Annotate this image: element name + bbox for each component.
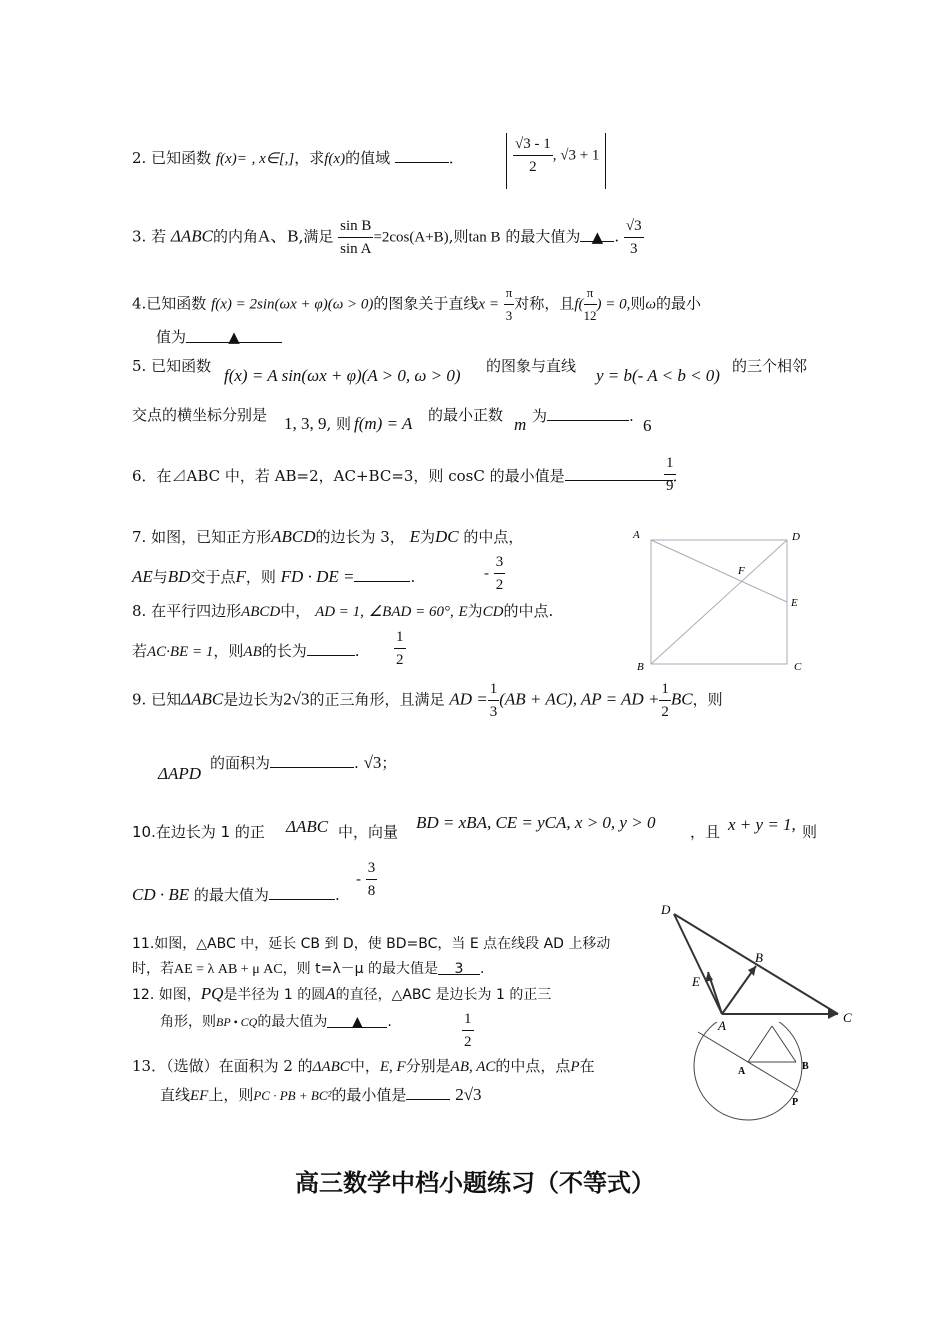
q2-fx2: f(x) bbox=[324, 151, 346, 167]
q10-tail-text: 则 bbox=[802, 823, 818, 841]
q2-fx: f(x)= bbox=[215, 151, 247, 167]
q8-answer-frac bbox=[394, 626, 406, 671]
q7-label-c: C bbox=[794, 661, 802, 673]
q3-mid: 的内角 bbox=[212, 227, 258, 246]
q8-bad: ∠BAD = 60°, bbox=[368, 604, 454, 620]
q7-text-b: 的边长为 3， bbox=[315, 528, 405, 546]
q7-text-d: 的中点， bbox=[463, 528, 524, 546]
q7-line1 bbox=[132, 527, 523, 547]
q6-dot: ． bbox=[672, 467, 688, 485]
q5-tail-text: 的三个相邻 bbox=[732, 357, 808, 375]
q12-triangle-mark: ▲ bbox=[351, 1014, 363, 1030]
q11-text: 11.如图，△ABC 中，延长 CB 到 D，使 BD=BC，当 E 点在线段 AD 上移动 bbox=[132, 936, 611, 952]
q4-omega: ω bbox=[645, 296, 656, 313]
q9-frac2-den: 2 bbox=[661, 704, 669, 720]
q13-text-e: 在 bbox=[579, 1057, 595, 1075]
q2-domain: , x∈[,] bbox=[251, 151, 295, 167]
q13-text-c: 分别是 bbox=[405, 1057, 451, 1075]
q12-answer-blank[interactable] bbox=[327, 1012, 387, 1028]
q5-dot: . bbox=[629, 407, 634, 425]
section-title: 高三数学中档小题练习（不等式） bbox=[295, 1169, 655, 1197]
q8-answer-blank[interactable] bbox=[307, 640, 355, 656]
q12-figure bbox=[688, 1022, 820, 1122]
q10-tri bbox=[286, 817, 328, 837]
q5-answer-value: 6 bbox=[643, 416, 652, 435]
q5-answer bbox=[643, 416, 652, 436]
q9-tail: ，则 bbox=[692, 690, 723, 709]
q3-line bbox=[132, 215, 644, 261]
q10-mid2-text: ，且 bbox=[690, 823, 721, 841]
q9-frac1 bbox=[488, 678, 500, 723]
q8-tail2: 的中点. bbox=[503, 602, 554, 620]
q7-text-f: 交于点 bbox=[190, 568, 236, 586]
q11-label-d: D bbox=[661, 902, 671, 917]
q7-dot: . bbox=[410, 568, 416, 586]
q10-mid2 bbox=[690, 822, 720, 842]
q11-line1 bbox=[132, 934, 610, 954]
q5-mid-text: 的图象与直线 bbox=[486, 357, 577, 375]
q11-label-c: C bbox=[843, 1010, 852, 1025]
q3-frac bbox=[338, 215, 373, 260]
q6-line bbox=[132, 465, 688, 486]
q10-answer-blank[interactable] bbox=[269, 884, 335, 900]
q4-fx: f(x) = 2sin(ωx + φ)(ω > 0) bbox=[211, 296, 374, 313]
q8-answer bbox=[394, 626, 406, 671]
q13-text-b: 中， bbox=[349, 1057, 380, 1075]
q9-frac1-num: 1 bbox=[488, 678, 500, 701]
q4-sym: 对称，且 bbox=[514, 294, 575, 313]
q10-vec bbox=[416, 813, 655, 833]
q9-answer: √3 bbox=[363, 753, 382, 772]
q7-square-figure bbox=[625, 526, 815, 678]
q5-fx-expr: f(x) = A sin(ωx + φ)(A > 0, ω > 0) bbox=[224, 366, 461, 385]
q5-line2 bbox=[132, 405, 267, 425]
q9-mid: 是边长为 bbox=[223, 690, 284, 709]
q13-ask: 的最小值是 bbox=[331, 1086, 407, 1104]
q10-dot: . bbox=[334, 886, 340, 904]
q8-abcd: ABCD bbox=[241, 604, 281, 620]
q9-apd bbox=[158, 764, 201, 784]
q4-label: 4.已知函数 bbox=[132, 294, 207, 313]
q7-line-ae bbox=[651, 540, 787, 602]
q12-label: 12. 如图， bbox=[132, 987, 201, 1003]
q4-f2end: ) = 0, bbox=[596, 296, 631, 313]
q4-line1 bbox=[132, 282, 701, 322]
q13-line2 bbox=[160, 1084, 482, 1106]
q9-frac1-den: 3 bbox=[489, 704, 498, 720]
q12-text-c: 的直径，△ABC 是边长为 1 的正三 bbox=[335, 987, 552, 1003]
q3-answer-blank[interactable] bbox=[580, 226, 614, 246]
q7-answer bbox=[484, 551, 505, 596]
q3-dot: . bbox=[614, 227, 620, 246]
q9-mid2: 的正三角形，且满足 bbox=[309, 690, 445, 709]
q12-line2 bbox=[160, 1012, 392, 1032]
q7-dot-expr: FD · DE = bbox=[280, 567, 355, 586]
q10-tail bbox=[802, 822, 817, 842]
q13-label: 13．（选做）在面积为 2 的 bbox=[132, 1057, 313, 1075]
q7-bd: BD bbox=[167, 567, 191, 586]
q7-label-d: D bbox=[792, 531, 800, 543]
q3-tan: tan B bbox=[468, 229, 501, 246]
q4-ask: 则 bbox=[630, 294, 646, 313]
q5-label: 5. 已知函数 bbox=[132, 357, 212, 375]
q5-m-var: m bbox=[514, 415, 527, 434]
q7-answer-blank[interactable] bbox=[354, 566, 410, 582]
q5-mid bbox=[486, 356, 576, 376]
q11-answer: 3 bbox=[454, 961, 464, 977]
q3-answer-num: √3 bbox=[624, 215, 644, 238]
q3-answer bbox=[624, 215, 644, 260]
q13-abac: AB, AC bbox=[450, 1059, 496, 1075]
q11-label-e: E bbox=[692, 974, 700, 989]
q7-label-f: F bbox=[738, 565, 745, 577]
q8-ab: AB bbox=[243, 644, 262, 660]
q10-answer-den: 8 bbox=[367, 883, 376, 899]
q11-line-ab bbox=[722, 966, 756, 1014]
q3-cond: ,满足 bbox=[298, 227, 334, 246]
q10-triangle: ΔABC bbox=[286, 817, 329, 836]
q6-text: 6．在⊿ABC 中，若 AB=2，AC+BC=3，则 cosC 的最小值是 bbox=[132, 467, 565, 485]
q3-then: ,则 bbox=[448, 227, 469, 246]
q12-pq: PQ bbox=[200, 984, 224, 1003]
q6-answer-blank[interactable] bbox=[565, 465, 673, 481]
q5-m bbox=[514, 415, 526, 435]
q11-dot: . bbox=[479, 961, 485, 977]
q7-text-g: ，则 bbox=[245, 568, 276, 586]
q12-a: A bbox=[325, 984, 336, 1003]
q3-answer-den: 3 bbox=[630, 241, 638, 257]
q7-label-b: B bbox=[637, 661, 644, 673]
q3-rhs: =2cos(A+B) bbox=[373, 229, 449, 246]
q7-answer-den: 2 bbox=[495, 577, 504, 593]
q12-text-b: 是半径为 1 的圆 bbox=[223, 987, 326, 1003]
q2-dot: ． bbox=[448, 149, 464, 167]
q5-fx bbox=[224, 366, 461, 386]
q12-ask: 的最大值为 bbox=[257, 1014, 328, 1030]
q9-ad: AD = bbox=[449, 689, 488, 709]
q11-line2 bbox=[132, 959, 484, 980]
q5-yeq bbox=[596, 366, 720, 386]
q5-tail bbox=[732, 356, 807, 376]
q7-dc: DC bbox=[434, 527, 459, 546]
q4-line2-text: 值为 bbox=[156, 328, 187, 346]
q7-f: F bbox=[235, 567, 246, 586]
q9-triangle: ΔABC bbox=[181, 689, 224, 709]
q12-answer-frac bbox=[462, 1008, 474, 1053]
q8-mid: 中， bbox=[280, 602, 311, 620]
q12-answer bbox=[462, 1008, 474, 1053]
q10-mid bbox=[338, 822, 398, 842]
q13-ef: E, F bbox=[379, 1059, 406, 1075]
q2-answer-frac bbox=[513, 133, 553, 178]
q8-then: ，则 bbox=[213, 642, 244, 660]
q8-label: 8. 在平行四边形 bbox=[132, 602, 242, 620]
q8-cd: CD bbox=[482, 604, 504, 620]
q13-p: P bbox=[570, 1059, 580, 1075]
q6-answer-frac bbox=[664, 452, 676, 497]
q3-angles: A、B bbox=[257, 226, 299, 246]
q3-triangle-mark: ▲ bbox=[591, 227, 604, 246]
q10-cond bbox=[728, 815, 796, 835]
q5-line1 bbox=[132, 356, 211, 376]
q7-label-e: E bbox=[791, 597, 798, 609]
q13-answer-blank[interactable] bbox=[406, 1084, 450, 1100]
q11-expr: AE = λ AB + μ AC bbox=[174, 962, 283, 977]
q13-text-g: 上，则 bbox=[208, 1086, 254, 1104]
q3-ask: 的最大值为 bbox=[505, 227, 581, 246]
q10-line1 bbox=[132, 822, 265, 842]
q4-triangle-mark: ▲ bbox=[228, 328, 240, 346]
q13-triangle: ΔABC bbox=[312, 1059, 350, 1075]
q4-pi2-num: π bbox=[584, 282, 597, 305]
q9-ad2: (AB + AC), AP = AD + bbox=[499, 689, 660, 709]
q2-answer-blank[interactable] bbox=[395, 147, 449, 163]
q10-answer-num: 3 bbox=[366, 857, 378, 880]
q10-cond-expr: x + y = 1, bbox=[728, 815, 796, 834]
q7-line-bd bbox=[651, 540, 787, 664]
q8-line1 bbox=[132, 601, 553, 622]
q10-label: 10.在边长为 1 的正 bbox=[132, 823, 265, 841]
q4-ask2: 的最小 bbox=[655, 294, 701, 313]
q11-answer-blank[interactable] bbox=[438, 959, 480, 975]
q4-f2: f( bbox=[574, 296, 584, 313]
q9-line2 bbox=[210, 752, 396, 773]
q5-feq-expr: f(m) = A bbox=[354, 414, 413, 433]
q13-line1 bbox=[132, 1056, 595, 1077]
q9-frac2-num: 1 bbox=[659, 678, 671, 701]
q2-label: 2. 已知函数 bbox=[132, 149, 212, 167]
q10-ask: 的最大值为 bbox=[193, 886, 269, 904]
q10-dot-expr: CD · BE bbox=[132, 885, 190, 904]
q8-expr: AC·BE = 1 bbox=[147, 644, 214, 660]
q4-answer-blank[interactable] bbox=[186, 327, 282, 346]
q2-answer bbox=[506, 133, 606, 189]
q12-label-b: B bbox=[802, 1061, 809, 1072]
q8-answer-den: 2 bbox=[396, 652, 404, 668]
q5-ask bbox=[428, 405, 503, 425]
q13-text-f: 直线 bbox=[160, 1086, 191, 1104]
q7-answer-frac bbox=[494, 551, 506, 596]
q5-line2-text: 交点的横坐标分别是 bbox=[132, 406, 268, 424]
q8-ask: 的长为 bbox=[261, 642, 307, 660]
q8-answer-num: 1 bbox=[394, 626, 406, 649]
q10-vec-expr: BD = xBA, CE = yCA, x > 0, y > 0 bbox=[416, 813, 656, 832]
q5-pts-text: 1, 3, 9 bbox=[284, 414, 327, 433]
q5-ask-text: 的最小正数 bbox=[428, 406, 504, 424]
q12-circle bbox=[694, 1022, 802, 1120]
q4-xeq: x = bbox=[478, 296, 499, 313]
q5-yeq-expr: y = b(- A < b < 0) bbox=[596, 366, 720, 385]
q3-prefix: 3. 若 bbox=[132, 227, 167, 246]
q10-answer bbox=[356, 857, 377, 902]
q10-answer-frac bbox=[366, 857, 378, 902]
q7-answer-num: 3 bbox=[494, 551, 506, 574]
q7-e: E bbox=[409, 527, 420, 546]
q12-answer-num: 1 bbox=[462, 1008, 474, 1031]
q3-triangle: ΔABC bbox=[170, 226, 213, 246]
q8-line2 bbox=[132, 640, 360, 662]
q10-mid-text: 中，向量 bbox=[338, 823, 399, 841]
q12-side-ac bbox=[748, 1026, 772, 1062]
q9-side: 2√3 bbox=[283, 689, 310, 709]
q3-frac-den: sin A bbox=[340, 241, 372, 257]
q11-if: 时，若 bbox=[132, 961, 174, 977]
q5-pts bbox=[284, 414, 351, 434]
q2-tail: 的值域 bbox=[345, 149, 391, 167]
q8-e: E bbox=[458, 604, 468, 620]
q10-line2 bbox=[132, 884, 340, 905]
q5-ask2-text: 为 bbox=[532, 407, 548, 425]
q9-frac2 bbox=[659, 678, 671, 723]
q9-label: 9. 已知 bbox=[132, 690, 182, 709]
q13-text-d: 的中点，点 bbox=[495, 1057, 571, 1075]
q9-line2-text: 的面积为 bbox=[210, 754, 271, 772]
q5-answer-blank[interactable] bbox=[547, 405, 629, 421]
q5-then: , 则 bbox=[326, 415, 352, 433]
q6-answer-num: 1 bbox=[664, 452, 676, 475]
q5-ask2 bbox=[532, 405, 634, 426]
q8-ad: AD = 1, bbox=[315, 604, 364, 620]
q12-label-p: P bbox=[792, 1097, 799, 1108]
q12-text-d: 角形，则 bbox=[160, 1014, 216, 1030]
q7-abcd: ABCD bbox=[271, 527, 316, 546]
q7-text-e: 与 bbox=[152, 568, 168, 586]
q12-answer-den: 2 bbox=[464, 1034, 472, 1050]
q2-line bbox=[132, 147, 464, 169]
q9-dot: . bbox=[354, 754, 359, 772]
q12-dot: . bbox=[387, 1014, 392, 1030]
q8-if: 若 bbox=[132, 642, 148, 660]
q6-answer-den: 9 bbox=[666, 478, 674, 494]
q9-semi: ； bbox=[381, 754, 397, 772]
q12-line1 bbox=[132, 984, 551, 1005]
q7-answer-sign: - bbox=[484, 565, 489, 582]
q8-dot: . bbox=[354, 642, 360, 660]
q9-answer-blank[interactable] bbox=[270, 752, 354, 768]
q13-ef-line: EF bbox=[190, 1088, 209, 1104]
q4-mid: 的图象关于直线 bbox=[373, 294, 479, 313]
q11-label-b: B bbox=[755, 950, 763, 965]
q7-label-a: A bbox=[633, 529, 640, 541]
q7-line2 bbox=[132, 566, 415, 587]
q9-line1 bbox=[132, 678, 723, 722]
q4-pi-frac bbox=[504, 282, 515, 327]
q4-line2 bbox=[156, 327, 282, 347]
q9-bc: BC bbox=[670, 689, 693, 709]
q13-answer: 2√3 bbox=[455, 1085, 482, 1104]
q12-expr: BP • CQ bbox=[216, 1015, 258, 1029]
q7-ae: AE bbox=[132, 567, 153, 586]
q2-answer-den: 2 bbox=[529, 159, 537, 175]
q9-apd-text: ΔAPD bbox=[158, 764, 202, 783]
q4-pi2-den: 12 bbox=[583, 308, 597, 323]
q7-label: 7. 如图，已知正方形 bbox=[132, 528, 272, 546]
q10-answer-sign: - bbox=[356, 871, 361, 888]
q6-answer bbox=[664, 452, 676, 497]
q2-answer-num: √3 - 1 bbox=[513, 133, 553, 156]
q2-answer-rest: , √3 + 1 bbox=[552, 147, 600, 164]
q3-frac-num: sin B bbox=[338, 215, 373, 238]
q4-pi-den: 3 bbox=[505, 308, 513, 323]
q8-tail: 为 bbox=[467, 602, 483, 620]
q5-feq bbox=[354, 414, 412, 434]
q4-pi2-frac bbox=[584, 282, 597, 327]
q11-figure bbox=[656, 898, 866, 1034]
q4-pi-num: π bbox=[504, 282, 515, 305]
q11-label-a: A bbox=[718, 1018, 726, 1033]
q13-expr: PC · PB + BC² bbox=[253, 1088, 332, 1103]
q11-ask: ，则 t=λ－μ 的最大值是 bbox=[282, 961, 438, 977]
q7-text-c: 为 bbox=[419, 528, 435, 546]
q2-ask: ，求 bbox=[294, 149, 325, 167]
q12-side-bc bbox=[772, 1026, 796, 1062]
q12-label-a: A bbox=[738, 1066, 746, 1077]
